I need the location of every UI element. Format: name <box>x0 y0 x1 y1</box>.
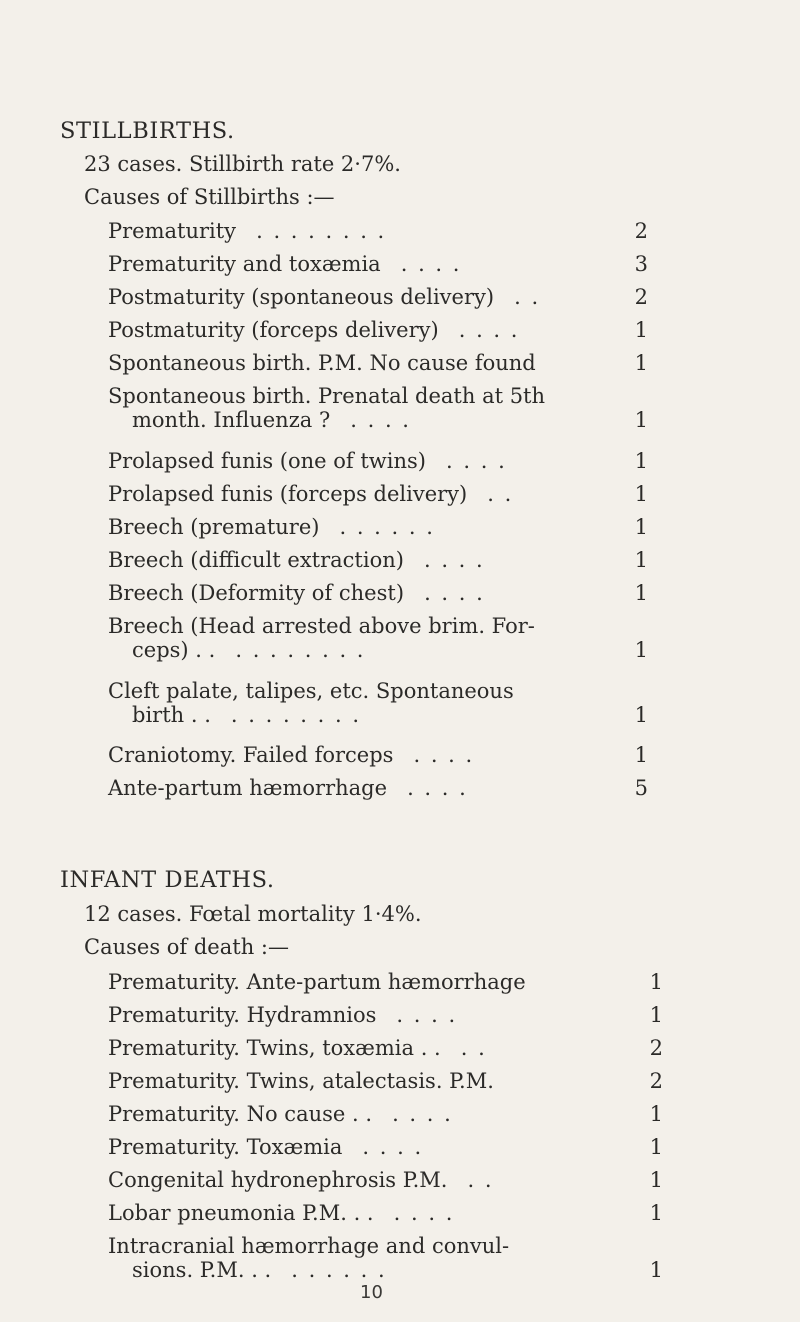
cause-label-continuation: birth . . <box>132 703 211 727</box>
leader-dots: . . . . <box>407 776 468 800</box>
cause-label-continuation: sions. P.M. . . <box>132 1258 272 1282</box>
cause-count: 1 <box>634 548 648 572</box>
cause-label: Prolapsed funis (forceps delivery) <box>108 482 468 506</box>
cause-count: 3 <box>634 252 648 276</box>
cause-count: 1 <box>634 408 648 432</box>
list-item <box>108 1069 663 1093</box>
list-item <box>108 1003 663 1027</box>
cause-count: 1 <box>649 1258 663 1282</box>
cause-label: Postmaturity (forceps delivery) <box>108 318 439 342</box>
list-item <box>108 970 663 994</box>
leader-dots: . . . . <box>400 252 462 276</box>
list-item <box>108 482 648 506</box>
leader-dots: . . . . <box>424 581 485 605</box>
cause-label: Spontaneous birth. P.M. No cause found <box>108 351 536 375</box>
cause-count: 1 <box>634 482 648 506</box>
cause-label: Intracranial hæmorrhage and convul- <box>108 1234 510 1258</box>
cause-count: 1 <box>649 1201 663 1225</box>
list-item <box>108 679 648 727</box>
list-item <box>108 252 648 276</box>
cause-label: Breech (difficult extraction) <box>108 548 404 572</box>
cause-count: 1 <box>634 581 648 605</box>
list-item <box>108 219 648 243</box>
cause-count: 2 <box>649 1036 663 1060</box>
stillbirths-summary: 23 cases. Stillbirth rate 2·7%. <box>84 152 401 176</box>
leader-dots: . . <box>460 1036 487 1060</box>
list-item <box>108 581 648 605</box>
cause-label: Prematurity. Toxæmia <box>108 1135 343 1159</box>
list-item <box>108 384 648 432</box>
list-item <box>108 515 648 539</box>
leader-dots: . . . . <box>350 408 411 432</box>
cause-count: 1 <box>634 703 648 727</box>
cause-label: Breech (Deformity of chest) <box>108 581 405 605</box>
leader-dots: . . <box>514 285 541 309</box>
cause-count: 5 <box>634 776 648 800</box>
cause-count: 2 <box>649 1069 663 1093</box>
cause-label: Prolapsed funis (one of twins) <box>108 449 426 473</box>
cause-label: Prematurity <box>108 219 237 243</box>
leader-dots: . . . . <box>393 1201 455 1225</box>
cause-count: 2 <box>634 219 648 243</box>
list-item <box>108 1036 663 1060</box>
list-item <box>108 1201 663 1225</box>
cause-count: 1 <box>649 1102 663 1126</box>
leader-dots: . . . . . . . . <box>256 219 387 243</box>
list-item <box>108 1234 663 1282</box>
cause-label-continuation: ceps) . . <box>132 638 216 662</box>
page-number: 10 <box>360 1282 383 1303</box>
cause-label-continuation: month. Influenza ? <box>132 408 331 432</box>
cause-count: 1 <box>634 351 648 375</box>
stillbirths-causes-intro: Causes of Stillbirths :— <box>84 185 335 209</box>
cause-count: 2 <box>634 285 648 309</box>
leader-dots: . . . . <box>458 318 520 342</box>
list-item <box>108 1168 663 1192</box>
leader-dots: . . . . <box>423 548 485 572</box>
leader-dots: . . . . . . . . <box>230 703 362 727</box>
cause-label: Prematurity. Twins, toxæmia . . <box>108 1036 441 1060</box>
cause-count: 1 <box>649 1135 663 1159</box>
cause-label: Prematurity. Hydramnios <box>108 1003 377 1027</box>
leader-dots: . . . . . . . . <box>235 638 366 662</box>
cause-label: Cleft palate, talipes, etc. Spontaneous <box>108 679 514 703</box>
leader-dots: . . . . <box>446 449 507 473</box>
leader-dots: . . . . <box>362 1135 424 1159</box>
cause-label: Postmaturity (spontaneous delivery) <box>108 285 495 309</box>
cause-count: 1 <box>634 743 648 767</box>
cause-label: Prematurity. No cause . . <box>108 1102 373 1126</box>
cause-label: Lobar pneumonia P.M. . . <box>108 1201 374 1225</box>
cause-label: Prematurity and toxæmia <box>108 252 381 276</box>
cause-count: 1 <box>634 318 648 342</box>
list-item <box>108 743 648 767</box>
leader-dots: . . . . <box>392 1102 453 1126</box>
list-item <box>108 776 648 800</box>
cause-label: Prematurity. Twins, atalectasis. P.M. <box>108 1069 494 1093</box>
cause-count: 1 <box>649 970 663 994</box>
leader-dots: . . . . <box>396 1003 458 1027</box>
stillbirths-heading: STILLBIRTHS. <box>60 118 235 144</box>
cause-label: Breech (Head arrested above brim. For- <box>108 614 535 638</box>
list-item <box>108 548 648 572</box>
cause-label: Ante-partum hæmorrhage <box>108 776 388 800</box>
cause-count: 1 <box>634 515 648 539</box>
cause-label: Congenital hydronephrosis P.M. <box>108 1168 448 1192</box>
infant-deaths-heading: INFANT DEATHS. <box>60 867 275 893</box>
leader-dots: . . . . . . <box>339 515 435 539</box>
leader-dots: . . . . . . <box>291 1258 387 1282</box>
leader-dots: . . . . <box>413 743 475 767</box>
cause-count: 1 <box>634 449 648 473</box>
list-item <box>108 1102 663 1126</box>
cause-count: 1 <box>634 638 648 662</box>
cause-label: Breech (premature) <box>108 515 320 539</box>
list-item <box>108 449 648 473</box>
list-item <box>108 318 648 342</box>
leader-dots: . . <box>487 482 514 506</box>
cause-count: 1 <box>649 1003 663 1027</box>
list-item <box>108 351 648 375</box>
infant-deaths-summary: 12 cases. Fœtal mortality 1·4%. <box>84 902 422 926</box>
infant-deaths-causes-intro: Causes of death :— <box>84 935 289 959</box>
cause-label: Spontaneous birth. Prenatal death at 5th <box>108 384 546 408</box>
cause-label: Prematurity. Ante-partum hæmorrhage <box>108 970 526 994</box>
list-item <box>108 1135 663 1159</box>
list-item <box>108 614 648 662</box>
leader-dots: . . <box>467 1168 494 1192</box>
cause-count: 1 <box>649 1168 663 1192</box>
cause-label: Craniotomy. Failed forceps <box>108 743 394 767</box>
list-item <box>108 285 648 309</box>
